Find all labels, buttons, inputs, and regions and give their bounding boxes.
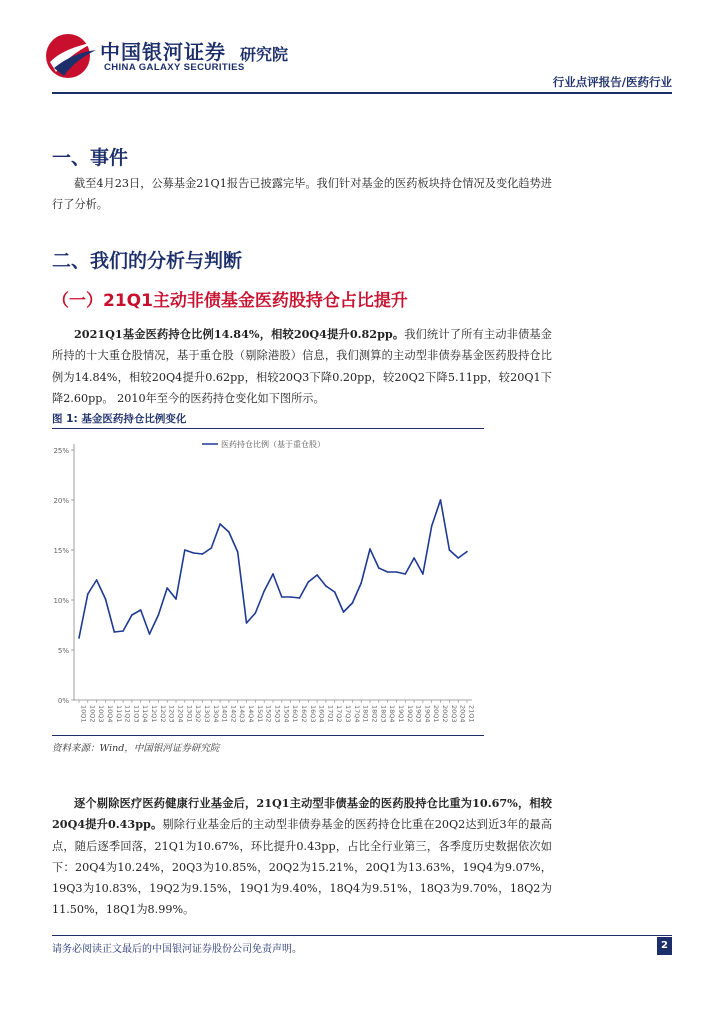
report-type-label: 行业点评报告/医药行业 (552, 75, 672, 89)
y-tick-label: 15% (53, 547, 69, 555)
y-tick-label: 5% (57, 647, 69, 655)
chart-legend (202, 439, 325, 449)
data-point (396, 571, 398, 573)
x-tick-label: 18Q4 (388, 705, 397, 723)
x-tick-label: 15Q2 (264, 705, 273, 723)
x-tick-label: 11Q3 (132, 705, 141, 723)
data-point (184, 549, 186, 551)
x-tick-label: 13Q3 (202, 705, 211, 723)
data-point (299, 597, 301, 599)
data-point (210, 547, 212, 549)
data-point (449, 549, 451, 551)
data-point (352, 602, 354, 604)
x-tick-label: 15Q3 (273, 705, 282, 723)
data-point (202, 553, 204, 555)
x-tick-label: 10Q4 (105, 705, 114, 723)
data-point (113, 631, 115, 633)
data-point (316, 574, 318, 576)
section2-paragraph (52, 324, 552, 409)
data-point (246, 622, 248, 624)
x-tick-label: 10Q2 (88, 705, 97, 723)
data-point (466, 551, 468, 553)
x-tick-label: 14Q1 (220, 705, 229, 723)
x-tick-label: 19Q2 (405, 705, 414, 723)
page-number: 2 (657, 937, 672, 955)
x-tick-label: 18Q3 (379, 705, 388, 723)
data-point (228, 531, 230, 533)
x-tick-label: 12Q1 (150, 705, 159, 723)
header-divider (52, 92, 672, 94)
data-point (281, 596, 283, 598)
data-point (87, 593, 89, 595)
x-tick-label: 20Q4 (458, 705, 467, 723)
data-point (290, 596, 292, 598)
x-tick-label: 16Q4 (317, 705, 326, 723)
data-point (431, 525, 433, 527)
x-tick-label: 13Q2 (194, 705, 203, 723)
x-tick-label: 15Q1 (255, 705, 264, 723)
data-point (149, 633, 151, 635)
legend-label: 医药持仓比例（基于重仓股） (221, 440, 325, 449)
x-axis (74, 700, 476, 723)
data-point (78, 637, 80, 639)
data-point (140, 609, 142, 611)
x-tick-label: 11Q1 (114, 705, 123, 723)
data-point (457, 557, 459, 559)
para1-body: 我们统计了所有主动非债基金所持的十大重仓股情况，基于重仓股（剔除港股）信息，我们测算的主动型非债券基金医药股持仓比例为14.84%，相较20Q4提升0.62pp，相较20Q3下降0.20pp，较20Q2下降5.11pp，较20Q1下降2.60pp。 2010年至今的医药持仓变化如下图所示。 (52, 328, 552, 405)
series-line (79, 500, 467, 638)
data-point (378, 567, 380, 569)
data-point (272, 573, 274, 575)
x-tick-label: 16Q1 (291, 705, 300, 723)
series-group (78, 499, 468, 639)
x-tick-label: 11Q2 (123, 705, 132, 723)
data-point (369, 548, 371, 550)
section1-paragraph (52, 173, 552, 216)
data-point (193, 552, 195, 554)
brand-name-cn: 中国银河证券 (100, 40, 226, 64)
x-tick-label: 17Q3 (344, 705, 353, 723)
x-tick-label: 12Q3 (167, 705, 176, 723)
x-tick-label: 18Q1 (361, 705, 370, 723)
x-tick-label: 19Q4 (423, 705, 432, 723)
data-point (175, 598, 177, 600)
section2-subheading: （一）21Q1主动非债基金医药股持仓占比提升 (52, 291, 408, 311)
x-tick-label: 20Q3 (449, 705, 458, 723)
data-point (413, 557, 415, 559)
china-galaxy-logo-icon (44, 32, 96, 80)
data-point (158, 614, 160, 616)
figure-source: 资料来源：Wind，中国银河证券研究院 (52, 743, 220, 754)
x-tick-label: 14Q4 (247, 705, 256, 723)
para2-lead: 逐个剔除医疗医药健康行业基金后，21Q1主动型非债基金的医药股持仓比重为10.67%，相较20Q4提升0.43pp。 (52, 796, 552, 832)
x-tick-label: 21Q1 (467, 705, 476, 723)
data-point (237, 551, 239, 553)
x-tick-label: 16Q3 (308, 705, 317, 723)
x-tick-label: 15Q4 (282, 705, 291, 723)
data-point (334, 591, 336, 593)
x-tick-label: 17Q4 (352, 705, 361, 723)
footer-divider (52, 935, 672, 936)
x-tick-label: 18Q2 (370, 705, 379, 723)
para1-lead: 2021Q1基金医药持仓比例14.84%，相较20Q4提升0.82pp。 (74, 327, 405, 341)
x-tick-label: 17Q1 (326, 705, 335, 723)
data-point (307, 581, 309, 583)
y-tick-label: 10% (53, 597, 69, 605)
x-tick-label: 12Q4 (176, 705, 185, 723)
data-point (387, 571, 389, 573)
footer-disclaimer: 请务必阅读正文最后的中国银河证券股份公司免责声明。 (52, 944, 302, 955)
data-point (325, 585, 327, 587)
x-tick-label: 12Q2 (158, 705, 167, 723)
data-point (440, 499, 442, 501)
section1-heading: 一、事件 (52, 147, 129, 169)
y-axis (53, 444, 74, 705)
y-tick-label: 25% (53, 447, 69, 455)
data-point (360, 582, 362, 584)
x-tick-label: 16Q2 (299, 705, 308, 723)
brand-name-en: CHINA GALAXY SECURITIES (104, 62, 245, 73)
x-tick-label: 11Q4 (141, 705, 150, 723)
x-tick-label: 19Q1 (396, 705, 405, 723)
x-tick-label: 17Q2 (335, 705, 344, 723)
institute-label: 研究院 (240, 45, 289, 64)
figure-bottom-rule (52, 735, 484, 736)
data-point (105, 598, 107, 600)
holding-ratio-chart (52, 430, 484, 732)
data-point (166, 587, 168, 589)
data-point (343, 611, 345, 613)
y-tick-label: 0% (57, 697, 69, 705)
data-point (255, 612, 257, 614)
data-point (263, 590, 265, 592)
y-tick-label: 20% (53, 497, 69, 505)
section2-heading: 二、我们的分析与判断 (52, 250, 243, 272)
section1-text: 截至4月23日，公募基金21Q1报告已披露完毕。我们针对基金的医药板块持仓情况及变化趋势进行了分析。 (52, 177, 552, 212)
x-tick-label: 19Q3 (414, 705, 423, 723)
data-point (96, 579, 98, 581)
figure-top-rule (52, 428, 484, 429)
para2-body: 剔除行业基金后的主动型非债券基金的医药持仓比重在20Q2达到近3年的最高点，随后逐季回落，21Q1为10.67%，环比提升0.43pp，占比全行业第三，各季度历史数据依次如下：20Q4为10.24%，20Q3为10.85%，20Q2为15.21%，20Q1为13.63%，19Q4为9.07%，19Q3为10.83%，19Q2为9.15%，19Q1为9.40%，18Q4为9.51%，18Q3为9.70%，18Q2为11.50%，18Q1为8.99%。 (52, 818, 552, 917)
data-point (122, 630, 124, 632)
x-tick-label: 20Q2 (441, 705, 450, 723)
data-point (131, 614, 133, 616)
section3-paragraph (52, 793, 552, 921)
x-tick-label: 14Q2 (229, 705, 238, 723)
x-tick-label: 13Q4 (211, 705, 220, 723)
x-tick-label: 10Q1 (79, 705, 88, 723)
x-tick-label: 10Q3 (97, 705, 106, 723)
x-tick-label: 20Q1 (432, 705, 441, 723)
data-point (404, 573, 406, 575)
data-point (422, 573, 424, 575)
data-point (219, 523, 221, 525)
figure-title: 图 1: 基金医药持仓比例变化 (52, 413, 187, 425)
x-tick-label: 13Q1 (185, 705, 194, 723)
x-tick-label: 14Q3 (238, 705, 247, 723)
